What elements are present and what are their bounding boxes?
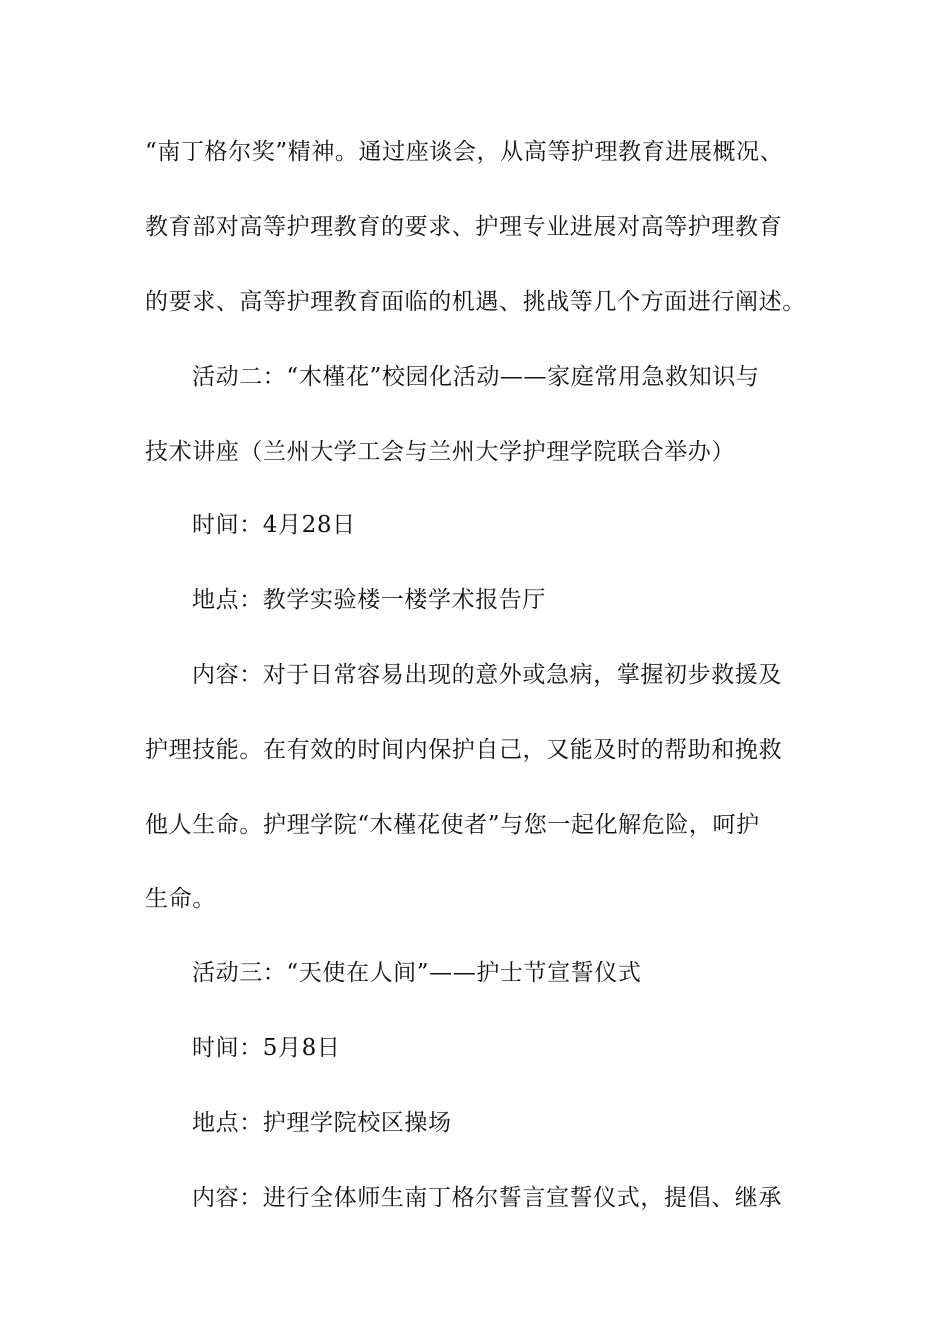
activity-content: 内容：进行全体师生南丁格尔誓言宣誓仪式，提倡、继承 [192,1185,782,1211]
paragraph-line: 的要求、高等护理教育面临的机遇、挑战等几个方面进行阐述。 [145,289,806,315]
activity-location: 地点：护理学院校区操场 [192,1110,452,1136]
paragraph-line: 教育部对高等护理教育的要求、护理专业进展对高等护理教育 [145,214,783,240]
paragraph-line: “南丁格尔奖”精神。通过座谈会，从高等护理教育进展概况、 [145,139,784,165]
paragraph-line: 护理技能。在有效的时间内保护自己，又能及时的帮助和挽救 [145,737,783,763]
activity-location: 地点：教学实验楼一楼学术报告厅 [192,587,546,613]
activity-time: 时间：5月8日 [192,1035,341,1061]
activity-heading-continued: 技术讲座（兰州大学工会与兰州大学护理学院联合举办） [145,439,735,465]
activity-time: 时间：4月28日 [192,512,356,538]
paragraph-line: 他人生命。护理学院“木槿花使者”与您一起化解危险，呵护 [145,812,760,838]
activity-heading: 活动三：“天使在人间”——护士节宣誓仪式 [192,960,642,986]
activity-heading: 活动二：“木槿花”校园化活动——家庭常用急救知识与 [192,364,760,390]
activity-content: 内容：对于日常容易出现的意外或急病，掌握初步救援及 [192,662,782,688]
paragraph-line: 生命。 [145,886,216,912]
